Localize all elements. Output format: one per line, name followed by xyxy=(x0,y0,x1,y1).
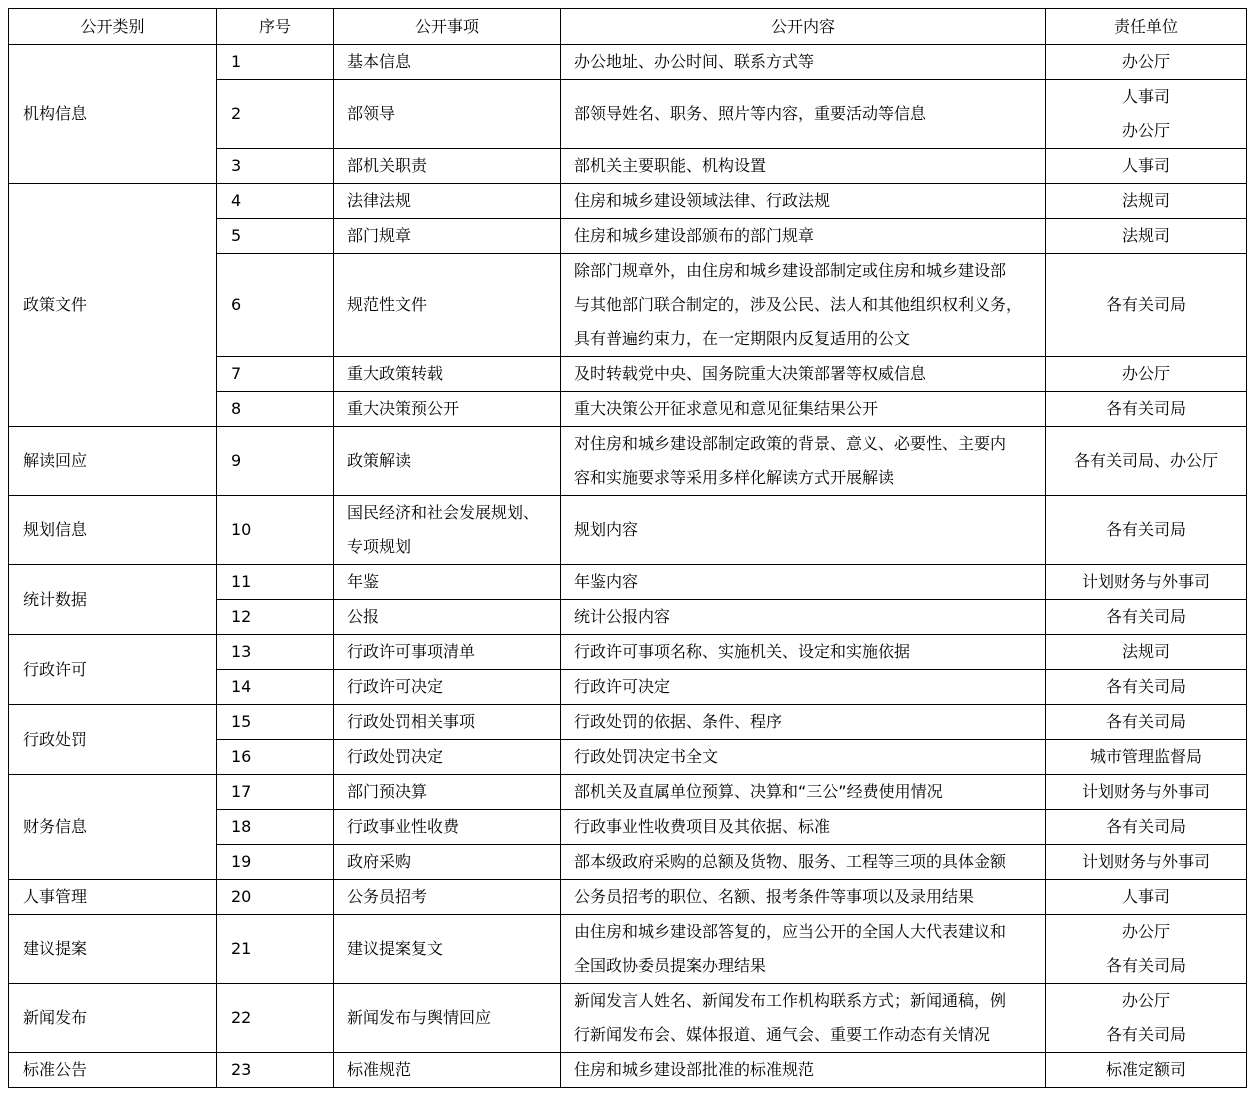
number-cell xyxy=(217,184,334,219)
unit-cell xyxy=(1046,496,1247,565)
number-cell-line: 20 xyxy=(231,887,252,906)
content-cell xyxy=(561,635,1046,670)
category-cell xyxy=(9,880,217,915)
number-cell xyxy=(217,810,334,845)
table-row xyxy=(9,45,1247,80)
category-cell-line: 新闻发布 xyxy=(23,1008,88,1027)
category-cell xyxy=(9,635,217,705)
number-cell xyxy=(217,984,334,1053)
number-cell xyxy=(217,80,334,149)
category-cell-line: 行政处罚 xyxy=(23,729,88,749)
content-cell xyxy=(561,254,1046,357)
content-cell xyxy=(561,880,1046,915)
number-cell xyxy=(217,565,334,600)
unit-cell-line: 各有关司局 xyxy=(1105,1025,1186,1044)
content-cell xyxy=(561,184,1046,219)
content-cell xyxy=(561,915,1046,984)
header-content: 公开内容 xyxy=(561,9,1046,45)
number-cell xyxy=(217,775,334,810)
number-cell xyxy=(217,496,334,565)
category-cell xyxy=(9,984,217,1053)
content-cell-line: 行政许可事项名称、实施机关、设定和实施依据 xyxy=(574,642,911,661)
content-cell-line: 新闻发言人姓名、新闻发布工作机构联系方式；新闻通稿，例 xyxy=(574,991,1007,1010)
number-cell xyxy=(217,915,334,984)
category-cell xyxy=(9,45,217,184)
item-cell xyxy=(334,80,561,149)
unit-cell-line: 法规司 xyxy=(1121,191,1170,210)
content-cell-line: 住房和城乡建设部颁布的部门规章 xyxy=(574,226,815,245)
number-cell xyxy=(217,880,334,915)
item-cell xyxy=(334,1053,561,1088)
content-cell-line: 统计公报内容 xyxy=(574,607,671,626)
number-cell xyxy=(217,670,334,705)
table-row xyxy=(9,427,1247,496)
unit-cell xyxy=(1046,915,1247,984)
unit-cell-line: 各有关司局、办公厅 xyxy=(1073,451,1218,470)
unit-cell-line: 各有关司局 xyxy=(1105,677,1186,696)
unit-cell xyxy=(1046,600,1247,635)
content-cell xyxy=(561,392,1046,427)
category-cell xyxy=(9,496,217,565)
item-cell-line: 新闻发布与舆情回应 xyxy=(347,1008,492,1027)
unit-cell xyxy=(1046,810,1247,845)
category-cell xyxy=(9,775,217,880)
unit-cell xyxy=(1046,357,1247,392)
content-cell-line: 行政处罚的依据、条件、程序 xyxy=(574,712,783,731)
category-cell xyxy=(9,1053,217,1088)
category-cell-line: 规划信息 xyxy=(23,520,88,539)
table-header-row xyxy=(9,9,1247,45)
item-cell xyxy=(334,984,561,1053)
header-unit: 责任单位 xyxy=(1046,9,1247,45)
unit-cell-line: 计划财务与外事司 xyxy=(1081,852,1210,871)
category-cell xyxy=(9,184,217,427)
unit-cell xyxy=(1046,184,1247,219)
category-cell-line: 标准公告 xyxy=(23,1060,88,1079)
content-cell xyxy=(561,496,1046,565)
number-cell-line: 11 xyxy=(231,572,252,591)
table-row xyxy=(9,1053,1247,1088)
content-cell-line: 及时转载党中央、国务院重大决策部署等权威信息 xyxy=(574,364,927,383)
number-cell-line: 19 xyxy=(231,852,252,871)
content-cell xyxy=(561,149,1046,184)
content-cell-line: 住房和城乡建设领域法律、行政法规 xyxy=(574,191,831,210)
content-cell xyxy=(561,427,1046,496)
table-row xyxy=(9,496,1247,565)
unit-cell xyxy=(1046,775,1247,810)
unit-cell xyxy=(1046,565,1247,600)
item-cell xyxy=(334,149,561,184)
category-cell-line: 统计数据 xyxy=(23,589,88,609)
item-cell-line: 公务员招考 xyxy=(347,887,428,906)
content-cell xyxy=(561,600,1046,635)
content-cell xyxy=(561,670,1046,705)
number-cell-line: 22 xyxy=(231,1008,252,1027)
unit-cell-line: 人事司 xyxy=(1121,156,1170,175)
number-cell xyxy=(217,254,334,357)
category-cell-line: 人事管理 xyxy=(23,887,88,906)
item-cell-line: 行政许可决定 xyxy=(347,677,444,696)
number-cell-line: 12 xyxy=(231,607,252,626)
number-cell-line: 21 xyxy=(231,939,252,958)
category-cell-line: 建议提案 xyxy=(23,939,88,958)
content-cell-line: 全国政协委员提案办理结果 xyxy=(574,956,767,975)
item-cell xyxy=(334,845,561,880)
unit-cell xyxy=(1046,254,1247,357)
item-cell-line: 政府采购 xyxy=(347,852,412,871)
content-cell xyxy=(561,45,1046,80)
item-cell-line: 法律法规 xyxy=(347,191,412,210)
content-cell-line: 对住房和城乡建设部制定政策的背景、意义、必要性、主要内 xyxy=(574,434,1007,453)
item-cell-line: 行政处罚相关事项 xyxy=(347,712,476,731)
item-cell-line: 政策解读 xyxy=(347,451,412,470)
number-cell xyxy=(217,149,334,184)
content-cell-line: 除部门规章外，由住房和城乡建设部制定或住房和城乡建设部 xyxy=(574,261,1007,280)
content-cell xyxy=(561,705,1046,740)
unit-cell xyxy=(1046,1053,1247,1088)
unit-cell-line: 各有关司局 xyxy=(1105,295,1186,314)
number-cell xyxy=(217,705,334,740)
unit-cell-line: 人事司 xyxy=(1121,887,1170,906)
number-cell-line: 6 xyxy=(231,295,242,314)
number-cell-line: 17 xyxy=(231,782,252,801)
item-cell-line: 规范性文件 xyxy=(347,295,428,314)
content-cell-line: 行政事业性收费项目及其依据、标准 xyxy=(574,817,831,836)
number-cell-line: 5 xyxy=(231,226,242,245)
content-cell-line: 住房和城乡建设部批准的标准规范 xyxy=(574,1060,815,1079)
content-cell-line: 公务员招考的职位、名额、报考条件等事项以及录用结果 xyxy=(574,887,975,906)
category-cell-line: 财务信息 xyxy=(23,817,88,836)
number-cell xyxy=(217,635,334,670)
item-cell-line: 重大政策转载 xyxy=(347,364,444,383)
number-cell-line: 9 xyxy=(231,451,242,470)
content-cell-line: 具有普遍约束力，在一定期限内反复适用的公文 xyxy=(574,329,911,348)
content-cell xyxy=(561,845,1046,880)
item-cell xyxy=(334,635,561,670)
unit-cell-line: 城市管理监督局 xyxy=(1089,747,1202,766)
content-cell-line: 容和实施要求等采用多样化解读方式开展解读 xyxy=(574,468,895,487)
number-cell-line: 18 xyxy=(231,817,252,836)
content-cell-line: 年鉴内容 xyxy=(574,572,639,591)
disclosure-table xyxy=(8,8,1247,1088)
unit-cell xyxy=(1046,635,1247,670)
unit-cell xyxy=(1046,670,1247,705)
item-cell xyxy=(334,705,561,740)
content-cell xyxy=(561,357,1046,392)
item-cell-line: 年鉴 xyxy=(347,572,380,591)
number-cell-line: 13 xyxy=(231,642,252,661)
content-cell-line: 行政处罚决定书全文 xyxy=(574,747,719,766)
item-cell-line: 行政事业性收费 xyxy=(347,817,460,836)
item-cell xyxy=(334,357,561,392)
unit-cell xyxy=(1046,427,1247,496)
content-cell xyxy=(561,740,1046,775)
unit-cell-line: 法规司 xyxy=(1121,226,1170,245)
number-cell-line: 3 xyxy=(231,156,242,175)
item-cell xyxy=(334,810,561,845)
item-cell-line: 基本信息 xyxy=(347,52,412,71)
table-row xyxy=(9,775,1247,810)
item-cell xyxy=(334,740,561,775)
content-cell xyxy=(561,984,1046,1053)
number-cell xyxy=(217,392,334,427)
item-cell-line: 专项规划 xyxy=(347,537,412,556)
unit-cell xyxy=(1046,984,1247,1053)
unit-cell xyxy=(1046,392,1247,427)
number-cell xyxy=(217,45,334,80)
item-cell-line: 公报 xyxy=(347,607,380,626)
table-row xyxy=(9,635,1247,670)
unit-cell-line: 计划财务与外事司 xyxy=(1081,572,1210,591)
item-cell-line: 国民经济和社会发展规划、 xyxy=(347,503,540,522)
item-cell xyxy=(334,184,561,219)
item-cell xyxy=(334,600,561,635)
header-number: 序号 xyxy=(217,9,334,45)
item-cell xyxy=(334,915,561,984)
category-cell-line: 解读回应 xyxy=(23,451,88,470)
unit-cell xyxy=(1046,219,1247,254)
item-cell xyxy=(334,496,561,565)
item-cell xyxy=(334,565,561,600)
header-category: 公开类别 xyxy=(9,9,217,45)
number-cell-line: 4 xyxy=(231,191,242,210)
unit-cell-line: 各有关司局 xyxy=(1105,712,1186,731)
number-cell-line: 2 xyxy=(231,104,242,123)
item-cell-line: 行政许可事项清单 xyxy=(347,642,476,661)
item-cell xyxy=(334,254,561,357)
unit-cell-line: 人事司 xyxy=(1121,87,1170,106)
category-cell-line: 政策文件 xyxy=(23,295,88,314)
table-row xyxy=(9,915,1247,984)
number-cell xyxy=(217,600,334,635)
table-row xyxy=(9,705,1247,740)
category-cell xyxy=(9,427,217,496)
number-cell-line: 1 xyxy=(231,52,242,71)
item-cell xyxy=(334,392,561,427)
category-cell-line: 行政许可 xyxy=(23,659,88,679)
category-cell xyxy=(9,565,217,635)
unit-cell-line: 各有关司局 xyxy=(1105,956,1186,975)
item-cell-line: 行政处罚决定 xyxy=(347,747,444,766)
category-cell-line: 机构信息 xyxy=(23,104,88,123)
content-cell-line: 部领导姓名、职务、照片等内容，重要活动等信息 xyxy=(574,104,927,123)
item-cell xyxy=(334,880,561,915)
unit-cell-line: 办公厅 xyxy=(1121,991,1170,1010)
content-cell xyxy=(561,80,1046,149)
table-row xyxy=(9,880,1247,915)
content-cell-line: 部机关主要职能、机构设置 xyxy=(574,156,767,175)
item-cell xyxy=(334,427,561,496)
number-cell xyxy=(217,845,334,880)
item-cell-line: 标准规范 xyxy=(347,1060,412,1079)
unit-cell xyxy=(1046,740,1247,775)
unit-cell-line: 各有关司局 xyxy=(1105,607,1186,626)
header-item: 公开事项 xyxy=(334,9,561,45)
item-cell-line: 部门规章 xyxy=(347,226,412,245)
content-cell xyxy=(561,565,1046,600)
unit-cell xyxy=(1046,80,1247,149)
item-cell-line: 部门预决算 xyxy=(347,782,428,801)
unit-cell xyxy=(1046,845,1247,880)
item-cell xyxy=(334,219,561,254)
content-cell-line: 规划内容 xyxy=(574,520,639,539)
number-cell xyxy=(217,357,334,392)
unit-cell-line: 法规司 xyxy=(1121,642,1170,661)
content-cell xyxy=(561,1053,1046,1088)
unit-cell xyxy=(1046,149,1247,184)
unit-cell-line: 办公厅 xyxy=(1121,52,1170,71)
item-cell-line: 部领导 xyxy=(347,104,396,123)
content-cell-line: 由住房和城乡建设部答复的，应当公开的全国人大代表建议和 xyxy=(574,922,1007,941)
unit-cell-line: 办公厅 xyxy=(1121,922,1170,941)
item-cell xyxy=(334,670,561,705)
number-cell-line: 8 xyxy=(231,399,242,418)
unit-cell-line: 各有关司局 xyxy=(1105,817,1186,836)
unit-cell xyxy=(1046,45,1247,80)
category-cell xyxy=(9,705,217,775)
content-cell-line: 行新闻发布会、媒体报道、通气会、重要工作动态有关情况 xyxy=(574,1025,991,1044)
table-row xyxy=(9,984,1247,1053)
item-cell-line: 重大决策预公开 xyxy=(347,399,460,418)
content-cell xyxy=(561,219,1046,254)
content-cell xyxy=(561,810,1046,845)
table-body xyxy=(9,45,1247,1088)
unit-cell-line: 办公厅 xyxy=(1121,121,1170,140)
number-cell xyxy=(217,219,334,254)
number-cell-line: 14 xyxy=(231,677,252,696)
number-cell-line: 15 xyxy=(231,712,252,731)
item-cell xyxy=(334,45,561,80)
number-cell-line: 23 xyxy=(231,1060,252,1079)
unit-cell-line: 标准定额司 xyxy=(1105,1060,1186,1079)
unit-cell-line: 各有关司局 xyxy=(1105,520,1186,539)
unit-cell xyxy=(1046,705,1247,740)
content-cell-line: 部本级政府采购的总额及货物、服务、工程等三项的具体金额 xyxy=(574,852,1007,871)
number-cell xyxy=(217,1053,334,1088)
item-cell-line: 部机关职责 xyxy=(347,156,428,175)
item-cell xyxy=(334,775,561,810)
unit-cell-line: 各有关司局 xyxy=(1105,399,1186,418)
content-cell-line: 行政许可决定 xyxy=(574,677,671,696)
content-cell-line: 办公地址、办公时间、联系方式等 xyxy=(574,52,815,71)
unit-cell-line: 办公厅 xyxy=(1121,364,1170,383)
unit-cell xyxy=(1046,880,1247,915)
number-cell xyxy=(217,427,334,496)
number-cell-line: 7 xyxy=(231,364,242,383)
item-cell-line: 建议提案复文 xyxy=(347,939,444,958)
number-cell-line: 10 xyxy=(231,520,252,539)
number-cell xyxy=(217,740,334,775)
content-cell-line: 部机关及直属单位预算、决算和“三公”经费使用情况 xyxy=(574,782,943,801)
content-cell-line: 重大决策公开征求意见和意见征集结果公开 xyxy=(574,399,879,418)
table-row xyxy=(9,184,1247,219)
unit-cell-line: 计划财务与外事司 xyxy=(1081,782,1210,801)
category-cell xyxy=(9,915,217,984)
content-cell xyxy=(561,775,1046,810)
table-row xyxy=(9,565,1247,600)
number-cell-line: 16 xyxy=(231,747,252,766)
content-cell-line: 与其他部门联合制定的，涉及公民、法人和其他组织权利义务， xyxy=(574,295,1023,314)
